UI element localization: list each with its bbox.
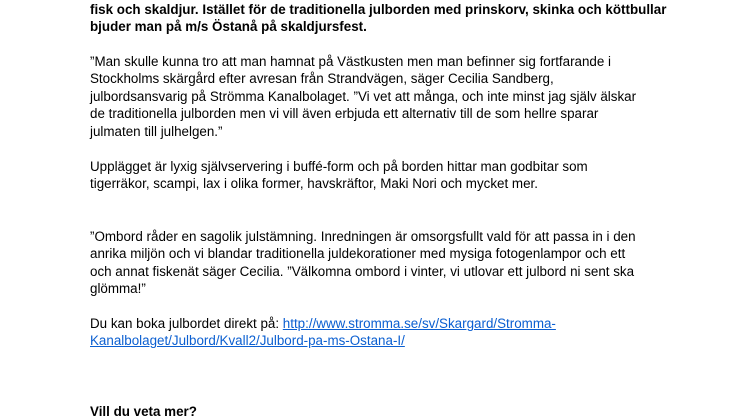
decor-paragraph <box>90 228 658 298</box>
buffet-paragraph <box>90 158 658 193</box>
booking-paragraph <box>90 315 658 350</box>
booking-link-line-2[interactable]: Kanalbolaget/Julbord/Kvall2/Julbord-pa-ms-Ostana-I/ <box>90 333 405 349</box>
lead-paragraph <box>90 1 667 36</box>
quote-line: julbordsansvarig på Strömma Kanalbolaget. ”Vi vet att många, och inte minst jag själv älskar <box>90 88 637 104</box>
buffet-line: Upplägget är lyxig självservering i buffé-form och på borden hittar man godbitar som <box>90 159 588 174</box>
lead-line: fisk och skaldjur. Istället för de traditionella julborden med prinskorv, skinka och köttbullar <box>90 2 667 17</box>
quote-line: de traditionella julborden men vi vill även erbjuda ett alternativ till de som hellre sparar <box>90 106 599 122</box>
quote-line: Stockholms skärgård efter avresan från Strandvägen, säger Cecilia Sandberg, <box>90 71 554 87</box>
quote-line: ”Man skulle kunna tro att man hamnat på Västkusten men man befinner sig fortfarande i <box>90 54 612 69</box>
decor-line: och annat fiskenät säger Cecilia. ”Välkomna ombord i vinter, vi utlovar ett julbord ni sent ska <box>90 263 635 279</box>
lead-line: bjuder man på m/s Östanå på skaldjursfest. <box>90 19 367 35</box>
quote-line: julmaten till julhelgen.” <box>90 123 223 139</box>
booking-link-line-1[interactable]: http://www.stromma.se/sv/Skargard/Stromma- <box>282 316 556 331</box>
buffet-line: tigerräkor, scampi, lax i olika former, havskräftor, Maki Nori och mycket mer. <box>90 176 538 192</box>
booking-text: Du kan boka julbordet direkt på: <box>90 316 283 331</box>
decor-line: anrika miljön och vi blandar traditionella juldekorationer med mysiga fotogenlampor och ett <box>90 246 626 262</box>
document-page <box>90 0 667 419</box>
quote-paragraph <box>90 53 658 140</box>
more-info-heading: Vill du veta mer? <box>90 404 197 419</box>
decor-line: ”Ombord råder en sagolik julstämning. Inredningen är omsorgsfullt vald för att passa in i den <box>90 229 636 244</box>
decor-line: glömma!” <box>90 281 146 297</box>
